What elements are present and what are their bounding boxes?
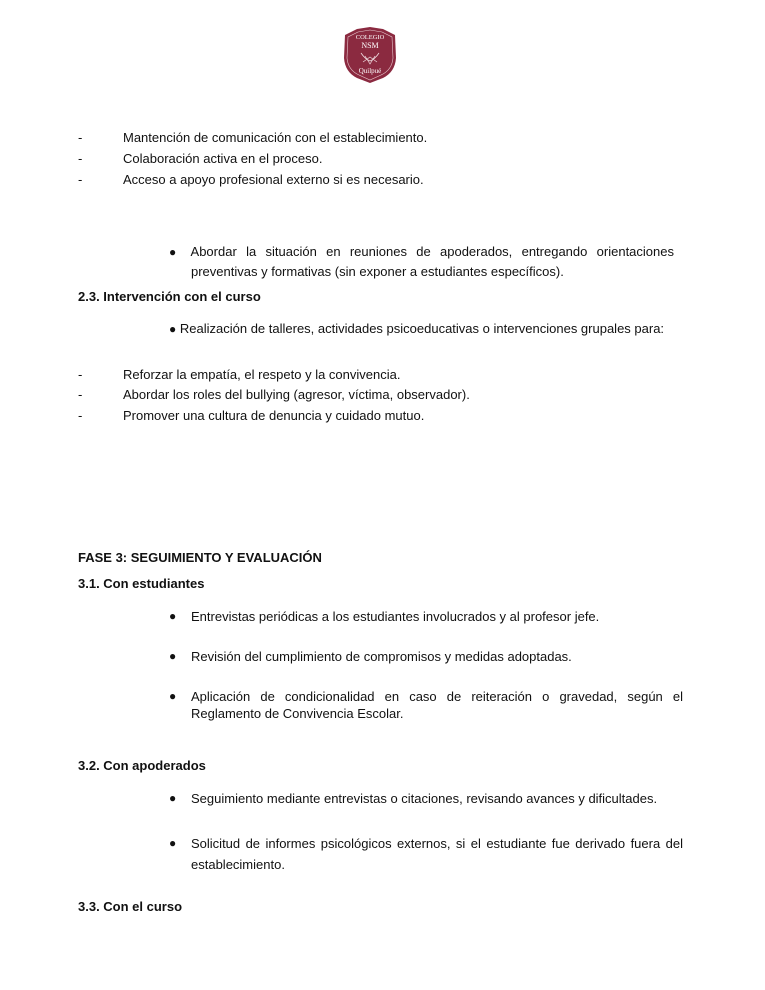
bullet-icon: ●	[169, 689, 177, 703]
bullet-text-line2: establecimiento.	[191, 857, 285, 872]
section-heading: 3.3. Con el curso	[78, 899, 183, 914]
list-dash: -	[78, 172, 83, 187]
bullet-text: Seguimiento mediante entrevistas o citaciones, revisando avances y dificultades.	[191, 791, 658, 806]
list-item: Abordar los roles del bullying (agresor, víctima, observador).	[123, 387, 470, 402]
bullet-text-line1: Abordar la situación en reuniones de apoderados, entregando orientaciones	[190, 244, 674, 259]
bullet-icon: ●	[169, 649, 177, 663]
bullet-paragraph	[169, 320, 664, 338]
svg-text:NSM: NSM	[361, 41, 379, 50]
bullet-icon: ●	[169, 609, 177, 623]
bullet-text: Entrevistas periódicas a los estudiantes involucrados y al profesor jefe.	[191, 609, 600, 624]
section-heading: 2.3. Intervención con el curso	[78, 289, 261, 304]
list-item: Promover una cultura de denuncia y cuidado mutuo.	[123, 408, 425, 423]
list-item: Acceso a apoyo profesional externo si es necesario.	[123, 172, 424, 187]
bullet-icon: ●	[169, 245, 182, 259]
list-dash: -	[78, 408, 83, 423]
bullet-paragraph	[169, 243, 674, 261]
svg-text:COLEGIO: COLEGIO	[355, 34, 385, 41]
bullet-text-line2: preventivas y formativas (sin exponer a estudiantes específicos).	[191, 264, 564, 279]
svg-text:Quilpué: Quilpué	[358, 67, 382, 75]
bullet-text: Revisión del cumplimiento de compromisos y medidas adoptadas.	[191, 649, 572, 664]
bullet-icon: ●	[169, 322, 177, 336]
bullet-icon: ●	[169, 791, 177, 805]
crest-shield-icon	[343, 26, 397, 84]
phase-heading: FASE 3: SEGUIMIENTO Y EVALUACIÓN	[78, 550, 322, 565]
bullet-icon: ●	[169, 836, 177, 850]
list-item: Colaboración activa en el proceso.	[123, 151, 323, 166]
list-dash: -	[78, 387, 83, 402]
school-crest-logo	[343, 26, 397, 84]
list-dash: -	[78, 367, 83, 382]
bullet-text-line1: Aplicación de condicionalidad en caso de reiteración o gravedad, según el	[191, 689, 683, 704]
bullet-text-line2: Reglamento de Convivencia Escolar.	[191, 706, 404, 721]
list-dash: -	[78, 151, 83, 166]
bullet-text: Realización de talleres, actividades psicoeducativas o intervenciones grupales para:	[179, 321, 665, 336]
bullet-text-line1: Solicitud de informes psicológicos externos, si el estudiante fue derivado fuera del	[191, 836, 683, 851]
list-dash: -	[78, 130, 83, 145]
section-heading: 3.1. Con estudiantes	[78, 576, 205, 591]
list-item: Reforzar la empatía, el respeto y la convivencia.	[123, 367, 401, 382]
section-heading: 3.2. Con apoderados	[78, 758, 206, 773]
list-item: Mantención de comunicación con el establecimiento.	[123, 130, 428, 145]
